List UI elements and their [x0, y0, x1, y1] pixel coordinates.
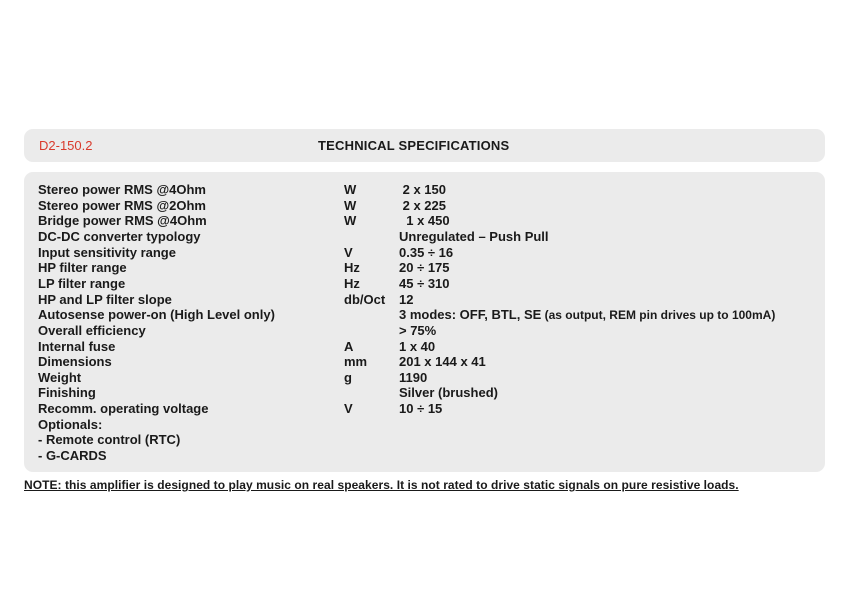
spec-parameter: Autosense power-on (High Level only) — [38, 307, 275, 323]
spec-parameter: Recomm. operating voltage — [38, 401, 209, 417]
spec-parameter: DC-DC converter typology — [38, 228, 201, 244]
spec-value-note: (as output, REM pin drives up to 100mA) — [541, 308, 776, 323]
spec-value-text: Silver (brushed) — [399, 385, 498, 401]
spec-parameter: LP filter range — [38, 275, 126, 291]
spec-unit: Hz — [344, 275, 360, 291]
spec-row — [24, 213, 825, 229]
spec-row — [24, 385, 825, 401]
spec-row — [24, 339, 825, 355]
spec-parameter: Weight — [38, 369, 82, 385]
spec-value-text: 3 modes: OFF, BTL, SE — [399, 307, 542, 323]
spec-parameter: Internal fuse — [38, 338, 116, 354]
spec-parameter: Bridge power RMS @4Ohm — [38, 213, 207, 229]
spec-unit: V — [344, 401, 353, 417]
spec-value — [399, 245, 453, 262]
spec-value — [399, 276, 450, 293]
spec-parameter: Finishing — [38, 385, 96, 401]
spec-value — [399, 260, 450, 277]
spec-unit: A — [344, 338, 354, 354]
spec-row — [24, 448, 825, 464]
spec-parameter: Stereo power RMS @4Ohm — [38, 182, 206, 197]
spec-unit: mm — [344, 354, 368, 370]
specifications-table — [24, 172, 825, 472]
footer-note: NOTE: this amplifier is designed to play music on real speakers. It is not rated to drive static signals on pure resistive loads. — [24, 478, 739, 492]
spec-parameter: Stereo power RMS @2Ohm — [38, 197, 206, 213]
spec-row — [24, 307, 825, 323]
spec-unit: W — [344, 197, 357, 213]
spec-value — [399, 182, 446, 199]
spec-value — [399, 354, 486, 371]
spec-row — [24, 260, 825, 276]
spec-value-text: 20 ÷ 175 — [399, 260, 450, 276]
spec-parameter: Optionals: — [38, 416, 103, 432]
spec-row — [24, 245, 825, 261]
spec-value — [399, 370, 427, 387]
spec-value — [399, 385, 498, 402]
spec-row — [24, 354, 825, 370]
spec-value-text: 201 x 144 x 41 — [399, 354, 486, 370]
spec-row — [24, 323, 825, 339]
spec-value-text: 0.35 ÷ 16 — [399, 244, 454, 260]
spec-value-text: 1190 — [399, 369, 428, 385]
spec-value — [399, 307, 775, 324]
spec-value — [399, 198, 446, 215]
spec-row — [24, 198, 825, 214]
spec-unit: W — [344, 213, 357, 229]
page-title: TECHNICAL SPECIFICATIONS — [318, 138, 510, 153]
header-bar — [24, 129, 825, 162]
spec-unit: db/Oct — [344, 291, 386, 307]
spec-row — [24, 182, 825, 198]
model-name: D2-150.2 — [39, 138, 93, 153]
spec-value — [399, 229, 549, 246]
spec-row — [24, 276, 825, 292]
spec-parameter: Input sensitivity range — [38, 244, 176, 260]
spec-value — [399, 323, 436, 340]
spec-unit: g — [344, 369, 352, 385]
spec-row — [24, 432, 825, 448]
spec-value-text: 45 ÷ 310 — [399, 275, 450, 291]
spec-parameter: HP filter range — [38, 260, 127, 276]
spec-value-text: 2 x 225 — [399, 197, 446, 213]
spec-value-text: > 75% — [399, 322, 437, 338]
spec-parameter: - G-CARDS — [38, 448, 107, 464]
spec-value-text: 1 x 40 — [399, 338, 436, 354]
spec-row — [24, 229, 825, 245]
spec-unit: V — [344, 244, 353, 260]
spec-value-text: 10 ÷ 15 — [399, 401, 443, 417]
spec-row — [24, 417, 825, 433]
spec-value — [399, 213, 450, 230]
spec-unit: W — [344, 182, 357, 197]
spec-row — [24, 401, 825, 417]
spec-parameter: Overall efficiency — [38, 322, 146, 338]
spec-value — [399, 401, 442, 418]
spec-row — [24, 292, 825, 308]
spec-value — [399, 339, 435, 356]
spec-value-text: Unregulated – Push Pull — [399, 228, 549, 244]
spec-parameter: HP and LP filter slope — [38, 291, 172, 307]
spec-parameter: Dimensions — [38, 354, 112, 370]
spec-value — [399, 292, 413, 309]
spec-row — [24, 370, 825, 386]
spec-parameter: - Remote control (RTC) — [38, 432, 181, 448]
spec-value-text: 1 x 450 — [399, 213, 450, 229]
spec-value-text: 12 — [399, 291, 414, 307]
spec-value-text: 2 x 150 — [399, 182, 446, 197]
spec-unit: Hz — [344, 260, 360, 276]
